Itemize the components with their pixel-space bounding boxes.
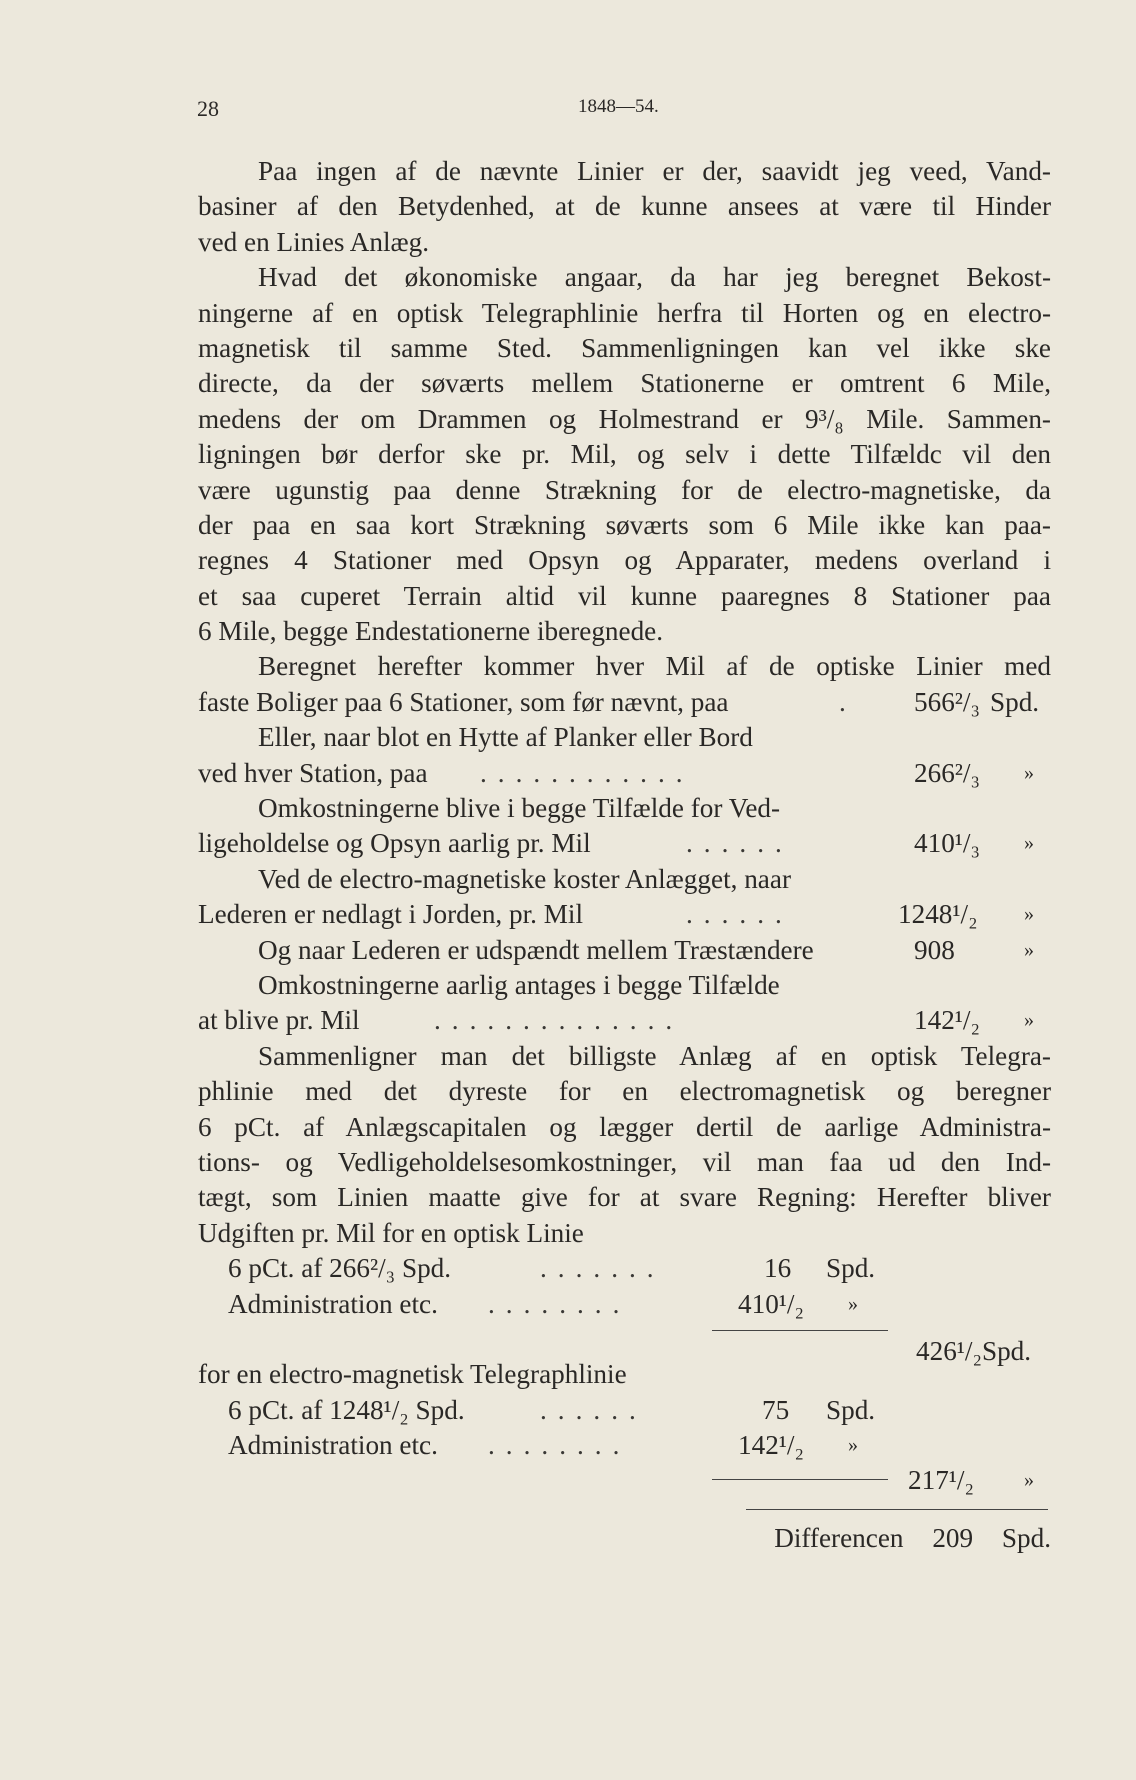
text-line: 6 pCt. af Anlægscapitalen og lægger dertil de aarlige Administra- [198, 1111, 1051, 1142]
leader-dots: ...... [686, 899, 793, 930]
difference-unit: Spd. [1001, 1522, 1051, 1553]
difference-label: Differencen [774, 1522, 904, 1553]
cost-item-label: ved hver Station, paa [198, 757, 428, 788]
cost-item-label: faste Boliger paa 6 Stationer, som før nævnt, paa [198, 686, 729, 717]
cost-amount: 142¹/₂ [914, 1005, 980, 1036]
text-line: Sammenligner man det billigste Anlæg af en optisk Telegra- [258, 1040, 1051, 1071]
running-head: 1848—54. [578, 96, 659, 117]
calc-unit: » [848, 1292, 858, 1315]
leader-dots: . [839, 686, 857, 717]
text-line: regnes 4 Stationer med Opsyn og Apparater, medens overland i [198, 545, 1051, 576]
cost-item-row [198, 933, 1051, 968]
calc-unit: » [848, 1434, 858, 1457]
calc-unit: Spd. [826, 1253, 876, 1284]
text-line: phlinie med det dyreste for en electromagnetisk og beregner [198, 1076, 1051, 1107]
cost-unit: » [1024, 938, 1034, 961]
cost-item-row [198, 756, 1051, 791]
calc-label: 6 pCt. af 266²/₃ Spd. [228, 1253, 452, 1284]
text-line: ningerne af en optisk Telegraphlinie herfra til Horten og en electro- [198, 297, 1051, 328]
text-line: Paa ingen af de nævnte Linier er der, saavidt jeg veed, Vand- [258, 156, 1051, 186]
cost-unit: » [1024, 761, 1034, 784]
text-line: basiner af den Betydenhed, at de kunne ansees at være til Hinder [198, 191, 1051, 222]
difference-row [198, 1499, 1051, 1553]
leader-dots: ...... [686, 828, 793, 859]
cost-item-row [198, 1003, 1051, 1038]
cost-amount: 908 [914, 934, 955, 965]
leader-dots: ........ [488, 1430, 631, 1461]
calc-label: Administration etc. [228, 1288, 438, 1319]
text-line: tægt, som Linien maatte give for at svare Regning: Herefter bliver [198, 1182, 1051, 1213]
body-text [198, 154, 1051, 1553]
text-line: tions- og Vedligeholdelsesomkostninger, vil man faa ud den Ind- [198, 1146, 1051, 1177]
cost-item-label: Lederen er nedlagt i Jorden, pr. Mil [198, 899, 584, 930]
cost-amount: 566²/₃ [914, 686, 980, 717]
sum-rule [712, 1479, 888, 1480]
text-line: et saa cuperet Terrain altid vil kunne paaregnes 8 Stationer paa [198, 580, 1051, 611]
calc-amount: 142¹/₂ [738, 1430, 804, 1461]
cost-item-line: Omkostningerne aarlig antages i begge Tilfælde [258, 969, 780, 1000]
cost-item-row [198, 897, 1051, 932]
electro-row [198, 1393, 1051, 1428]
cost-item-label: ligeholdelse og Opsyn aarlig pr. Mil [198, 828, 591, 859]
optical-row [198, 1287, 1051, 1322]
text-line: directe, da der søværts mellem Stationerne er omtrent 6 Mile, [198, 368, 1051, 399]
cost-item-line: Omkostningerne blive i begge Tilfælde for Ved- [258, 793, 781, 824]
electro-total-row [198, 1463, 1051, 1498]
calc-amount: 16 [764, 1253, 792, 1284]
cost-amount: 1248¹/₂ [898, 899, 978, 930]
cost-unit: Spd. [990, 686, 1040, 717]
text-line: Hvad det økonomiske angaar, da har jeg beregnet Bekost- [258, 262, 1051, 293]
leader-dots: ....... [540, 1253, 665, 1284]
difference-rule [746, 1509, 1048, 1510]
page-number: 28 [197, 96, 219, 121]
difference-amount: 209 [932, 1522, 974, 1553]
electro-heading: for en electro-magnetisk Telegraphlinie [198, 1359, 627, 1390]
sum-rule [712, 1330, 888, 1331]
text-line: der paa en saa kort Strækning søværts som 6 Mile ikke kan paa- [198, 509, 1051, 540]
difference-line [774, 1521, 1051, 1556]
optical-total: 426¹/₂Spd. [916, 1335, 1032, 1366]
cost-item-label: Og naar Lederen er udspændt mellem Træstændere [258, 934, 814, 965]
cost-item-line: Ved de electro-magnetiske koster Anlægget, naar [258, 863, 791, 894]
optical-total-row [198, 1322, 1051, 1366]
leader-dots: ........ [488, 1288, 631, 1319]
text-line: ved en Linies Anlæg. [198, 226, 430, 257]
text-line: Udgiften pr. Mil for en optisk Linie [198, 1217, 584, 1248]
cost-unit: » [1024, 903, 1034, 926]
leader-dots: ............ [480, 757, 694, 788]
optical-row [198, 1251, 1051, 1286]
text-line: 6 Mile, begge Endestationerne iberegnede. [198, 616, 664, 647]
electro-total: 217¹/₂ [908, 1465, 974, 1496]
calc-label: Administration etc. [228, 1430, 438, 1461]
text-line: medens der om Drammen og Holmestrand er 9³/₈ Mile. Sammen- [198, 403, 1051, 434]
cost-unit: » [1024, 832, 1034, 855]
electro-row [198, 1428, 1051, 1463]
calc-amount: 410¹/₂ [738, 1288, 804, 1319]
cost-unit: » [1024, 1009, 1034, 1032]
calc-label: 6 pCt. af 1248¹/₂ Spd. [228, 1394, 465, 1425]
cost-amount: 410¹/₃ [914, 828, 980, 859]
text-line: magnetisk til samme Sted. Sammenligningen kan vel ikke ske [198, 332, 1051, 363]
electro-total-unit: » [1024, 1469, 1034, 1492]
leader-dots: .............. [434, 1005, 684, 1036]
cost-amount: 266²/₃ [914, 757, 980, 788]
cost-item-row [198, 685, 1051, 720]
calc-amount: 75 [762, 1394, 790, 1425]
leader-dots: ...... [540, 1394, 647, 1425]
cost-item-line: Eller, naar blot en Hytte af Planker eller Bord [258, 722, 753, 753]
cost-item-label: at blive pr. Mil [198, 1005, 360, 1036]
calc-unit: Spd. [826, 1394, 876, 1425]
text-line: ligningen bør derfor ske pr. Mil, og selv i dette Tilfældc vil den [198, 439, 1051, 470]
cost-item-line: Beregnet herefter kommer hver Mil af de optiske Linier med [258, 651, 1051, 682]
text-line: være ugunstig paa denne Strækning for de electro-magnetiske, da [198, 474, 1051, 505]
cost-item-row [198, 826, 1051, 861]
